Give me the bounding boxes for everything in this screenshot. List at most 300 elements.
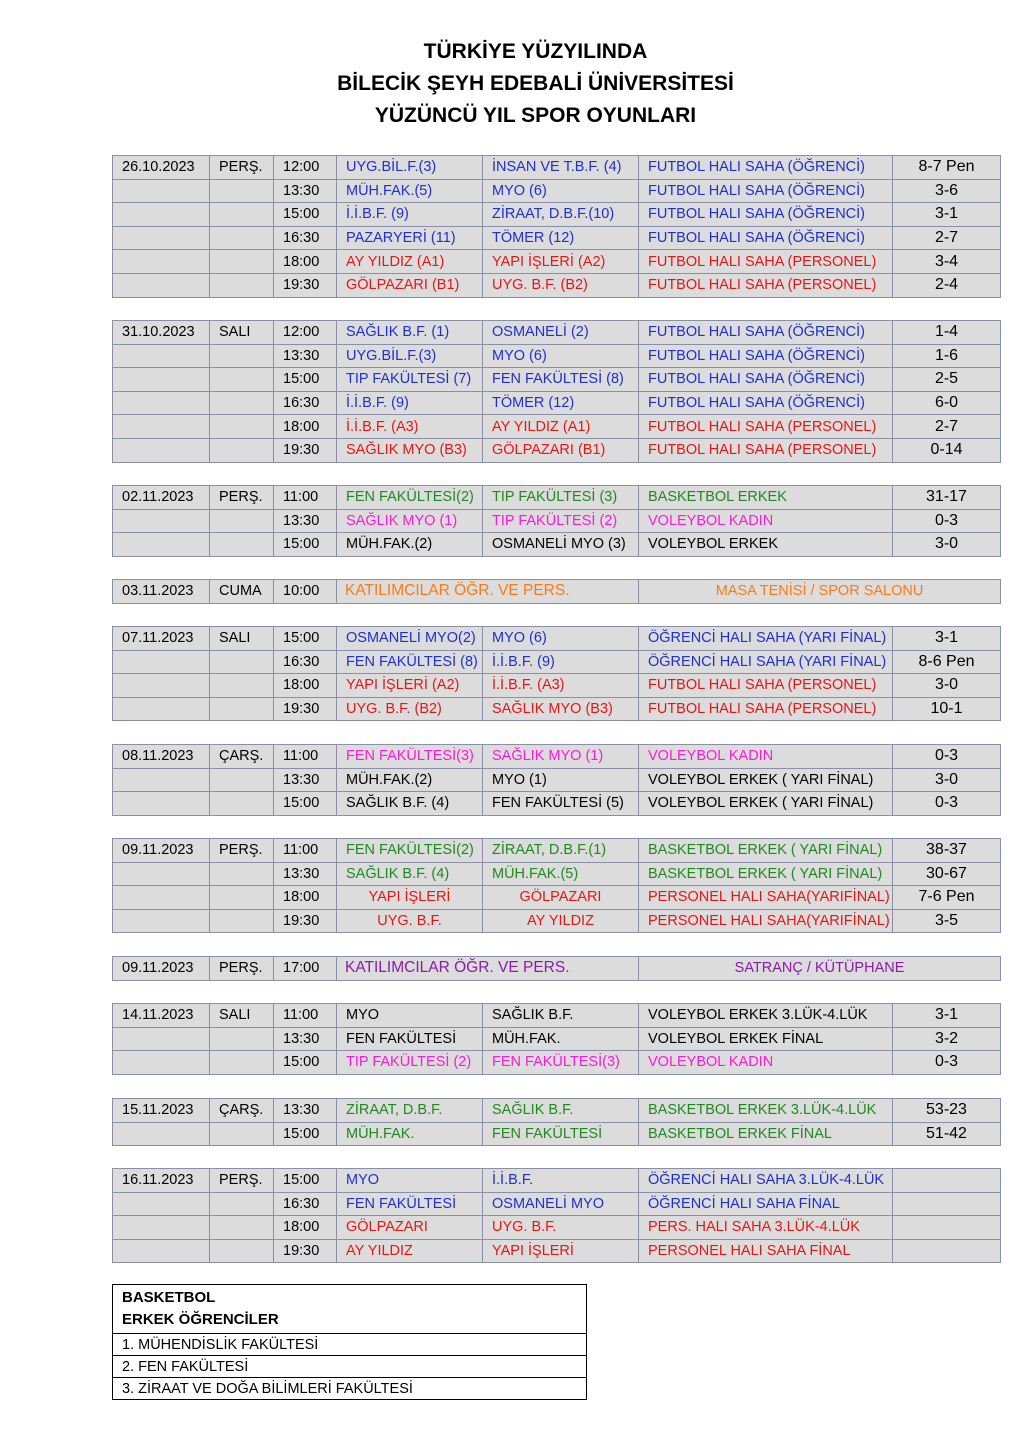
day-cell bbox=[210, 368, 274, 392]
result-cell bbox=[893, 1216, 1001, 1240]
team2-cell: MYO (6) bbox=[483, 179, 639, 203]
table-row bbox=[113, 438, 1001, 462]
schedule-block bbox=[112, 1168, 1001, 1263]
team2-cell: FEN FAKÜLTESİ(3) bbox=[483, 1051, 639, 1075]
venue-cell: VOLEYBOL KADIN bbox=[639, 1051, 893, 1075]
table-row bbox=[113, 1027, 1001, 1051]
result-cell bbox=[893, 1192, 1001, 1216]
team1-cell: SAĞLIK B.F. (4) bbox=[337, 862, 483, 886]
table-row bbox=[113, 391, 1001, 415]
venue-cell: FUTBOL HALI SAHA (ÖĞRENCİ) bbox=[639, 179, 893, 203]
legend-heading-group: ERKEK ÖĞRENCİLER bbox=[122, 1311, 279, 1328]
table-row bbox=[113, 1051, 1001, 1075]
table-row bbox=[113, 909, 1001, 933]
venue-cell: FUTBOL HALI SAHA (PERSONEL) bbox=[639, 415, 893, 439]
table-row bbox=[113, 1239, 1001, 1263]
date-cell bbox=[113, 1027, 210, 1051]
day-cell: PERŞ. bbox=[210, 156, 274, 180]
date-cell: 15.11.2023 bbox=[113, 1099, 210, 1123]
table-row bbox=[113, 650, 1001, 674]
day-cell bbox=[210, 1239, 274, 1263]
day-cell bbox=[210, 862, 274, 886]
venue-cell: FUTBOL HALI SAHA (ÖĞRENCİ) bbox=[639, 321, 893, 345]
team2-cell: SAĞLIK MYO (B3) bbox=[483, 697, 639, 721]
venue-cell: FUTBOL HALI SAHA (ÖĞRENCİ) bbox=[639, 344, 893, 368]
day-cell: ÇARŞ. bbox=[210, 745, 274, 769]
result-cell: 8-7 Pen bbox=[893, 156, 1001, 180]
team2-cell: YAPI İŞLERİ bbox=[483, 1239, 639, 1263]
table-row bbox=[113, 156, 1001, 180]
team1-cell: İ.İ.B.F. (A3) bbox=[337, 415, 483, 439]
team1-cell: MÜH.FAK. bbox=[337, 1122, 483, 1146]
venue-cell: FUTBOL HALI SAHA (PERSONEL) bbox=[639, 674, 893, 698]
venue-cell: SATRANÇ / KÜTÜPHANE bbox=[639, 957, 1001, 981]
time-cell: 16:30 bbox=[274, 226, 337, 250]
day-cell bbox=[210, 509, 274, 533]
date-cell bbox=[113, 1051, 210, 1075]
date-cell bbox=[113, 862, 210, 886]
table-row bbox=[113, 486, 1001, 510]
team1-cell: UYG. B.F. bbox=[337, 909, 483, 933]
title-line-1: TÜRKİYE YÜZYILINDA bbox=[423, 40, 648, 63]
result-cell: 3-0 bbox=[893, 674, 1001, 698]
date-cell bbox=[113, 1192, 210, 1216]
table-row bbox=[113, 1004, 1001, 1028]
time-cell: 15:00 bbox=[274, 792, 337, 816]
date-cell bbox=[113, 1239, 210, 1263]
team2-cell: MYO (6) bbox=[483, 627, 639, 651]
team1-cell: AY YILDIZ bbox=[337, 1239, 483, 1263]
team1-cell: MÜH.FAK.(5) bbox=[337, 179, 483, 203]
time-cell: 13:30 bbox=[274, 768, 337, 792]
venue-cell: ÖĞRENCİ HALI SAHA 3.LÜK-4.LÜK bbox=[639, 1169, 893, 1193]
date-cell bbox=[113, 1216, 210, 1240]
team2-cell: İ.İ.B.F. (A3) bbox=[483, 674, 639, 698]
team1-cell: PAZARYERİ (11) bbox=[337, 226, 483, 250]
team2-cell: İ.İ.B.F. bbox=[483, 1169, 639, 1193]
venue-cell: PERS. HALI SAHA 3.LÜK-4.LÜK bbox=[639, 1216, 893, 1240]
schedule-block bbox=[112, 744, 1001, 816]
time-cell: 18:00 bbox=[274, 886, 337, 910]
result-cell: 10-1 bbox=[893, 697, 1001, 721]
venue-cell: FUTBOL HALI SAHA (PERSONEL) bbox=[639, 697, 893, 721]
team2-cell: FEN FAKÜLTESİ bbox=[483, 1122, 639, 1146]
team1-cell: YAPI İŞLERİ (A2) bbox=[337, 674, 483, 698]
time-cell: 18:00 bbox=[274, 1216, 337, 1240]
team1-cell: AY YILDIZ (A1) bbox=[337, 250, 483, 274]
day-cell: SALI bbox=[210, 1004, 274, 1028]
table-row bbox=[113, 697, 1001, 721]
table-row bbox=[113, 886, 1001, 910]
time-cell: 11:00 bbox=[274, 486, 337, 510]
legend-table bbox=[112, 1284, 587, 1400]
team2-cell: AY YILDIZ (A1) bbox=[483, 415, 639, 439]
team2-cell: SAĞLIK B.F. bbox=[483, 1004, 639, 1028]
venue-cell: VOLEYBOL KADIN bbox=[639, 745, 893, 769]
team1-cell: YAPI İŞLERİ bbox=[337, 886, 483, 910]
team1-cell: İ.İ.B.F. (9) bbox=[337, 203, 483, 227]
time-cell: 11:00 bbox=[274, 839, 337, 863]
day-cell bbox=[210, 203, 274, 227]
day-cell bbox=[210, 697, 274, 721]
legend-item: 1. MÜHENDİSLİK FAKÜLTESİ bbox=[113, 1334, 587, 1356]
schedule-block bbox=[112, 956, 1001, 981]
venue-cell: FUTBOL HALI SAHA (PERSONEL) bbox=[639, 438, 893, 462]
venue-cell: VOLEYBOL ERKEK bbox=[639, 533, 893, 557]
time-cell: 18:00 bbox=[274, 674, 337, 698]
day-cell: SALI bbox=[210, 627, 274, 651]
team1-cell: FEN FAKÜLTESİ(2) bbox=[337, 486, 483, 510]
result-cell: 3-1 bbox=[893, 203, 1001, 227]
team2-cell: ZİRAAT, D.B.F.(1) bbox=[483, 839, 639, 863]
table-row bbox=[113, 957, 1001, 981]
time-cell: 10:00 bbox=[274, 580, 337, 604]
venue-cell: BASKETBOL ERKEK 3.LÜK-4.LÜK bbox=[639, 1099, 893, 1123]
result-cell: 2-4 bbox=[893, 273, 1001, 297]
team1-cell: SAĞLIK MYO (1) bbox=[337, 509, 483, 533]
result-cell: 0-3 bbox=[893, 745, 1001, 769]
day-cell bbox=[210, 1051, 274, 1075]
time-cell: 15:00 bbox=[274, 627, 337, 651]
day-cell: CUMA bbox=[210, 580, 274, 604]
venue-cell: ÖĞRENCİ HALI SAHA (YARI FİNAL) bbox=[639, 650, 893, 674]
team1-cell: MÜH.FAK.(2) bbox=[337, 533, 483, 557]
day-cell: PERŞ. bbox=[210, 1169, 274, 1193]
team2-cell: AY YILDIZ bbox=[483, 909, 639, 933]
team1-cell: GÖLPAZARI (B1) bbox=[337, 273, 483, 297]
time-cell: 13:30 bbox=[274, 1099, 337, 1123]
day-cell bbox=[210, 768, 274, 792]
schedule-block bbox=[112, 155, 1001, 298]
team1-cell: TIP FAKÜLTESİ (7) bbox=[337, 368, 483, 392]
legend-item: 3. ZİRAAT VE DOĞA BİLİMLERİ FAKÜLTESİ bbox=[113, 1378, 587, 1400]
page-title bbox=[0, 36, 1024, 132]
time-cell: 11:00 bbox=[274, 1004, 337, 1028]
result-cell: 2-5 bbox=[893, 368, 1001, 392]
title-line-3: YÜZÜNCÜ YIL SPOR OYUNLARI bbox=[374, 104, 697, 127]
team2-cell: OSMANELİ MYO (3) bbox=[483, 533, 639, 557]
legend-item: 2. FEN FAKÜLTESİ bbox=[113, 1356, 587, 1378]
venue-cell: FUTBOL HALI SAHA (ÖĞRENCİ) bbox=[639, 203, 893, 227]
date-cell bbox=[113, 273, 210, 297]
time-cell: 17:00 bbox=[274, 957, 337, 981]
venue-cell: PERSONEL HALI SAHA(YARIFİNAL) bbox=[639, 886, 893, 910]
date-cell bbox=[113, 509, 210, 533]
venue-cell: PERSONEL HALI SAHA FİNAL bbox=[639, 1239, 893, 1263]
result-cell: 3-6 bbox=[893, 179, 1001, 203]
date-cell bbox=[113, 368, 210, 392]
date-cell bbox=[113, 697, 210, 721]
date-cell: 26.10.2023 bbox=[113, 156, 210, 180]
day-cell bbox=[210, 1027, 274, 1051]
table-row bbox=[113, 1169, 1001, 1193]
team2-cell: İNSAN VE T.B.F. (4) bbox=[483, 156, 639, 180]
time-cell: 19:30 bbox=[274, 273, 337, 297]
schedule-block bbox=[112, 1098, 1001, 1146]
table-row bbox=[113, 1192, 1001, 1216]
result-cell: 1-4 bbox=[893, 321, 1001, 345]
day-cell bbox=[210, 226, 274, 250]
day-cell: PERŞ. bbox=[210, 839, 274, 863]
time-cell: 19:30 bbox=[274, 1239, 337, 1263]
day-cell bbox=[210, 415, 274, 439]
team2-cell: YAPI İŞLERİ (A2) bbox=[483, 250, 639, 274]
venue-cell: VOLEYBOL ERKEK ( YARI FİNAL) bbox=[639, 768, 893, 792]
time-cell: 15:00 bbox=[274, 368, 337, 392]
team2-cell: OSMANELİ (2) bbox=[483, 321, 639, 345]
date-cell bbox=[113, 438, 210, 462]
team2-cell: TÖMER (12) bbox=[483, 226, 639, 250]
result-cell: 51-42 bbox=[893, 1122, 1001, 1146]
result-cell: 0-3 bbox=[893, 1051, 1001, 1075]
team2-cell: SAĞLIK B.F. bbox=[483, 1099, 639, 1123]
result-cell: 8-6 Pen bbox=[893, 650, 1001, 674]
team2-cell: TÖMER (12) bbox=[483, 391, 639, 415]
result-cell: 3-2 bbox=[893, 1027, 1001, 1051]
time-cell: 16:30 bbox=[274, 650, 337, 674]
result-cell: 53-23 bbox=[893, 1099, 1001, 1123]
team1-cell: FEN FAKÜLTESİ bbox=[337, 1027, 483, 1051]
title-line-2: BİLECİK ŞEYH EDEBALİ ÜNİVERSİTESİ bbox=[337, 72, 734, 95]
table-row bbox=[113, 580, 1001, 604]
day-cell bbox=[210, 909, 274, 933]
result-cell: 0-3 bbox=[893, 509, 1001, 533]
venue-cell: FUTBOL HALI SAHA (ÖĞRENCİ) bbox=[639, 156, 893, 180]
team2-cell: TIP FAKÜLTESİ (2) bbox=[483, 509, 639, 533]
result-cell: 3-4 bbox=[893, 250, 1001, 274]
venue-cell: FUTBOL HALI SAHA (PERSONEL) bbox=[639, 250, 893, 274]
result-cell bbox=[893, 1169, 1001, 1193]
date-cell bbox=[113, 226, 210, 250]
time-cell: 11:00 bbox=[274, 745, 337, 769]
day-cell: PERŞ. bbox=[210, 486, 274, 510]
table-row bbox=[113, 250, 1001, 274]
result-cell: 3-1 bbox=[893, 627, 1001, 651]
table-row bbox=[113, 321, 1001, 345]
team1-cell: FEN FAKÜLTESİ(2) bbox=[337, 839, 483, 863]
day-cell bbox=[210, 438, 274, 462]
team1-cell: SAĞLIK MYO (B3) bbox=[337, 438, 483, 462]
team2-cell: OSMANELİ MYO bbox=[483, 1192, 639, 1216]
date-cell bbox=[113, 909, 210, 933]
venue-cell: FUTBOL HALI SAHA (PERSONEL) bbox=[639, 273, 893, 297]
table-row bbox=[113, 533, 1001, 557]
date-cell bbox=[113, 792, 210, 816]
team2-cell: UYG. B.F. bbox=[483, 1216, 639, 1240]
venue-cell: PERSONEL HALI SAHA(YARIFİNAL) bbox=[639, 909, 893, 933]
time-cell: 15:00 bbox=[274, 1169, 337, 1193]
time-cell: 18:00 bbox=[274, 250, 337, 274]
venue-cell: ÖĞRENCİ HALI SAHA (YARI FİNAL) bbox=[639, 627, 893, 651]
table-row bbox=[113, 1122, 1001, 1146]
day-cell bbox=[210, 533, 274, 557]
time-cell: 13:30 bbox=[274, 862, 337, 886]
team1-cell: FEN FAKÜLTESİ (8) bbox=[337, 650, 483, 674]
team1-cell: SAĞLIK B.F. (4) bbox=[337, 792, 483, 816]
team1-cell: ZİRAAT, D.B.F. bbox=[337, 1099, 483, 1123]
date-cell bbox=[113, 415, 210, 439]
day-cell bbox=[210, 792, 274, 816]
date-cell: 16.11.2023 bbox=[113, 1169, 210, 1193]
venue-cell: ÖĞRENCİ HALI SAHA FİNAL bbox=[639, 1192, 893, 1216]
date-cell: 31.10.2023 bbox=[113, 321, 210, 345]
table-row bbox=[113, 226, 1001, 250]
time-cell: 16:30 bbox=[274, 1192, 337, 1216]
time-cell: 19:30 bbox=[274, 438, 337, 462]
result-cell: 31-17 bbox=[893, 486, 1001, 510]
venue-cell: BASKETBOL ERKEK FİNAL bbox=[639, 1122, 893, 1146]
result-cell: 2-7 bbox=[893, 415, 1001, 439]
venue-cell: VOLEYBOL KADIN bbox=[639, 509, 893, 533]
result-cell: 6-0 bbox=[893, 391, 1001, 415]
result-cell: 38-37 bbox=[893, 839, 1001, 863]
team2-cell: MÜH.FAK.(5) bbox=[483, 862, 639, 886]
team2-cell: GÖLPAZARI bbox=[483, 886, 639, 910]
team2-cell: GÖLPAZARI (B1) bbox=[483, 438, 639, 462]
time-cell: 19:30 bbox=[274, 909, 337, 933]
table-row bbox=[113, 674, 1001, 698]
venue-cell: BASKETBOL ERKEK ( YARI FİNAL) bbox=[639, 839, 893, 863]
date-cell bbox=[113, 344, 210, 368]
result-cell: 3-0 bbox=[893, 768, 1001, 792]
date-cell bbox=[113, 533, 210, 557]
result-cell: 3-1 bbox=[893, 1004, 1001, 1028]
result-cell: 2-7 bbox=[893, 226, 1001, 250]
table-row bbox=[113, 768, 1001, 792]
day-cell: PERŞ. bbox=[210, 957, 274, 981]
table-row bbox=[113, 344, 1001, 368]
team1-cell: MÜH.FAK.(2) bbox=[337, 768, 483, 792]
legend-heading bbox=[113, 1285, 587, 1334]
venue-cell: BASKETBOL ERKEK ( YARI FİNAL) bbox=[639, 862, 893, 886]
date-cell: 02.11.2023 bbox=[113, 486, 210, 510]
team1-cell: MYO bbox=[337, 1169, 483, 1193]
schedule-block bbox=[112, 579, 1001, 604]
venue-cell: BASKETBOL ERKEK bbox=[639, 486, 893, 510]
legend-heading-sport: BASKETBOL bbox=[122, 1289, 216, 1306]
team1-cell: SAĞLIK B.F. (1) bbox=[337, 321, 483, 345]
day-cell bbox=[210, 1216, 274, 1240]
table-row bbox=[113, 1216, 1001, 1240]
table-row bbox=[113, 745, 1001, 769]
day-cell bbox=[210, 674, 274, 698]
venue-cell: VOLEYBOL ERKEK 3.LÜK-4.LÜK bbox=[639, 1004, 893, 1028]
time-cell: 15:00 bbox=[274, 203, 337, 227]
team1-cell: GÖLPAZARI bbox=[337, 1216, 483, 1240]
table-row bbox=[113, 839, 1001, 863]
schedule-block bbox=[112, 1003, 1001, 1075]
time-cell: 13:30 bbox=[274, 1027, 337, 1051]
table-row bbox=[113, 179, 1001, 203]
result-cell: 1-6 bbox=[893, 344, 1001, 368]
result-cell: 0-14 bbox=[893, 438, 1001, 462]
date-cell: 14.11.2023 bbox=[113, 1004, 210, 1028]
result-cell: 7-6 Pen bbox=[893, 886, 1001, 910]
team1-cell: İ.İ.B.F. (9) bbox=[337, 391, 483, 415]
date-cell bbox=[113, 250, 210, 274]
team1-cell: FEN FAKÜLTESİ bbox=[337, 1192, 483, 1216]
venue-cell: VOLEYBOL ERKEK ( YARI FİNAL) bbox=[639, 792, 893, 816]
time-cell: 13:30 bbox=[274, 509, 337, 533]
day-cell bbox=[210, 886, 274, 910]
day-cell: ÇARŞ. bbox=[210, 1099, 274, 1123]
time-cell: 15:00 bbox=[274, 1122, 337, 1146]
schedule-block bbox=[112, 626, 1001, 721]
team2-cell: MYO (1) bbox=[483, 768, 639, 792]
date-cell: 07.11.2023 bbox=[113, 627, 210, 651]
table-row bbox=[113, 509, 1001, 533]
date-cell bbox=[113, 886, 210, 910]
venue-cell: FUTBOL HALI SAHA (ÖĞRENCİ) bbox=[639, 368, 893, 392]
date-cell bbox=[113, 391, 210, 415]
team1-cell: OSMANELİ MYO(2) bbox=[337, 627, 483, 651]
time-cell: 12:00 bbox=[274, 321, 337, 345]
team1-cell: MYO bbox=[337, 1004, 483, 1028]
team2-cell: TIP FAKÜLTESİ (3) bbox=[483, 486, 639, 510]
team2-cell: MÜH.FAK. bbox=[483, 1027, 639, 1051]
time-cell: 13:30 bbox=[274, 179, 337, 203]
day-cell bbox=[210, 1192, 274, 1216]
team2-cell: İ.İ.B.F. (9) bbox=[483, 650, 639, 674]
date-cell bbox=[113, 1122, 210, 1146]
team2-cell: UYG. B.F. (B2) bbox=[483, 273, 639, 297]
time-cell: 16:30 bbox=[274, 391, 337, 415]
day-cell bbox=[210, 391, 274, 415]
date-cell: 09.11.2023 bbox=[113, 839, 210, 863]
table-row bbox=[113, 415, 1001, 439]
schedule-block bbox=[112, 320, 1001, 463]
result-cell: 3-0 bbox=[893, 533, 1001, 557]
date-cell: 08.11.2023 bbox=[113, 745, 210, 769]
date-cell: 09.11.2023 bbox=[113, 957, 210, 981]
date-cell bbox=[113, 650, 210, 674]
table-row bbox=[113, 792, 1001, 816]
team2-cell: MYO (6) bbox=[483, 344, 639, 368]
result-cell: 30-67 bbox=[893, 862, 1001, 886]
result-cell bbox=[893, 1239, 1001, 1263]
time-cell: 13:30 bbox=[274, 344, 337, 368]
team1-cell: UYG.BİL.F.(3) bbox=[337, 156, 483, 180]
team1-cell: TIP FAKÜLTESİ (2) bbox=[337, 1051, 483, 1075]
day-cell: SALI bbox=[210, 321, 274, 345]
date-cell bbox=[113, 674, 210, 698]
time-cell: 15:00 bbox=[274, 533, 337, 557]
participants-cell: KATILIMCILAR ÖĞR. VE PERS. bbox=[337, 957, 639, 981]
date-cell bbox=[113, 768, 210, 792]
result-cell: 3-5 bbox=[893, 909, 1001, 933]
date-cell bbox=[113, 179, 210, 203]
team2-cell: FEN FAKÜLTESİ (5) bbox=[483, 792, 639, 816]
team1-cell: UYG. B.F. (B2) bbox=[337, 697, 483, 721]
venue-cell: VOLEYBOL ERKEK FİNAL bbox=[639, 1027, 893, 1051]
table-row bbox=[113, 273, 1001, 297]
team2-cell: ZİRAAT, D.B.F.(10) bbox=[483, 203, 639, 227]
venue-cell: FUTBOL HALI SAHA (ÖĞRENCİ) bbox=[639, 226, 893, 250]
table-row bbox=[113, 862, 1001, 886]
day-cell bbox=[210, 650, 274, 674]
day-cell bbox=[210, 273, 274, 297]
day-cell bbox=[210, 179, 274, 203]
table-row bbox=[113, 1099, 1001, 1123]
team2-cell: FEN FAKÜLTESİ (8) bbox=[483, 368, 639, 392]
time-cell: 18:00 bbox=[274, 415, 337, 439]
table-row bbox=[113, 203, 1001, 227]
team2-cell: SAĞLIK MYO (1) bbox=[483, 745, 639, 769]
date-cell bbox=[113, 203, 210, 227]
team1-cell: FEN FAKÜLTESİ(3) bbox=[337, 745, 483, 769]
day-cell bbox=[210, 1122, 274, 1146]
venue-cell: FUTBOL HALI SAHA (ÖĞRENCİ) bbox=[639, 391, 893, 415]
